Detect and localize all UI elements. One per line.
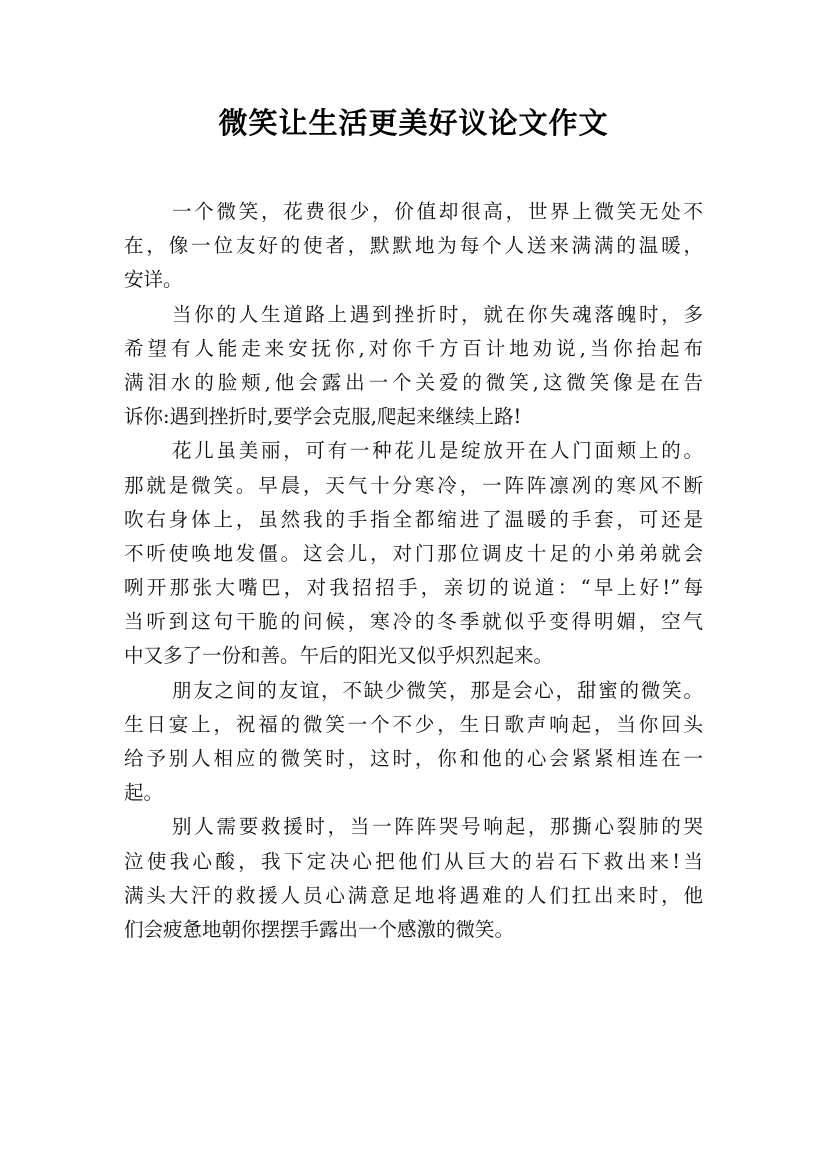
article-body: [124, 195, 703, 947]
text-line: 诉你:遇到挫折时,要学会克服,爬起来继续上路!: [124, 405, 522, 429]
text-line: 不听使唤地发僵。这会儿，对门那位调皮十足的小弟弟就会: [124, 541, 703, 565]
text-line: 泣使我心酸，我下定决心把他们从巨大的岩石下救出来!当: [124, 849, 703, 873]
text-line: 满泪水的脸颊,他会露出一个关爱的微笑,这微笑像是在告: [124, 370, 703, 394]
text-line: 们会疲惫地朝你摆摆手露出一个感激的微笑。: [124, 917, 515, 941]
paragraph-1: [124, 195, 703, 298]
text-line: 别人需要救援时，当一阵阵哭号响起，那撕心裂肺的哭: [172, 815, 703, 839]
text-line: 朋友之间的友谊，不缺少微笑，那是会心，甜蜜的微笑。: [172, 678, 703, 702]
text-line: 安详。: [124, 268, 183, 292]
text-line: 起。: [124, 781, 164, 805]
text-line: 在，像一位友好的使者，默默地为每个人送来满满的温暖，: [124, 234, 703, 258]
paragraph-2: [124, 298, 703, 435]
text-line: 希望有人能走来安抚你,对你千方百计地劝说,当你抬起布: [124, 336, 703, 360]
paragraph-3: [124, 434, 703, 673]
text-line: 当听到这句干脆的问候，寒冷的冬季就似乎变得明媚，空气: [124, 610, 703, 634]
text-line: 满头大汗的救援人员心满意足地将遇难的人们扛出来时，他: [124, 883, 703, 907]
text-line: 给予别人相应的微笑时，这时，你和他的心会紧紧相连在一: [124, 747, 703, 770]
text-line: 吹右身体上，虽然我的手指全都缩进了温暖的手套，可还是: [124, 507, 703, 531]
text-line: 中又多了一份和善。午后的阳光又似乎炽烈起来。: [124, 644, 554, 668]
paragraph-5: [124, 810, 703, 947]
text-line: 那就是微笑。早晨，天气十分寒冷，一阵阵凛冽的寒风不断: [124, 473, 703, 497]
document-title: 微笑让生活更美好议论文作文: [218, 106, 609, 140]
paragraph-4: [124, 674, 703, 811]
text-line: 花儿虽美丽，可有一种花儿是绽放开在人门面颊上的。: [172, 439, 703, 463]
text-line: 生日宴上，祝福的微笑一个不少，生日歌声响起，当你回头: [124, 712, 703, 736]
text-line: 一个微笑，花费很少，价值却很高，世界上微笑无处不: [172, 200, 703, 223]
text-line: 咧开那张大嘴巴，对我招招手，亲切的说道：“早上好!”每: [124, 576, 703, 600]
text-line: 当你的人生道路上遇到挫折时，就在你失魂落魄时，多: [172, 302, 703, 326]
